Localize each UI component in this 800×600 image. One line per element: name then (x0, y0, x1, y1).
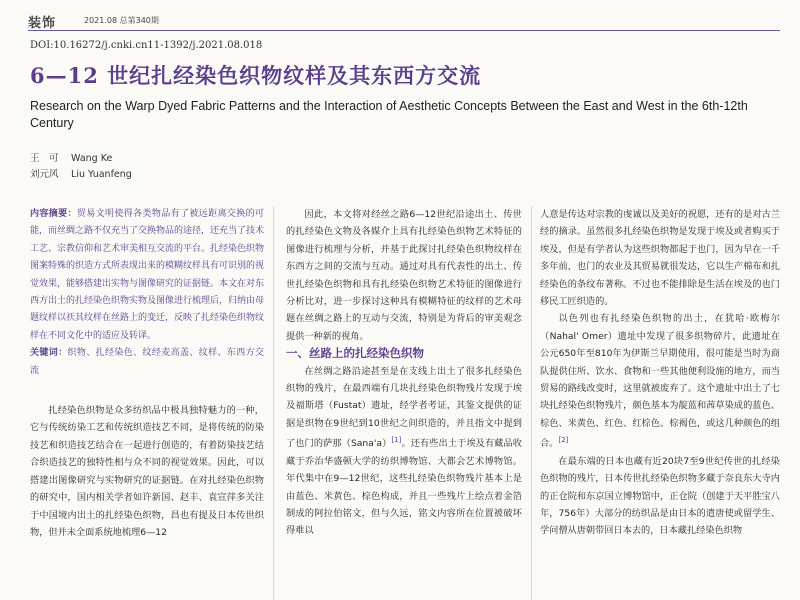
footnote-2: [2] (558, 436, 569, 445)
body-paragraph-purpose: 因此，本文将对经丝之路6—12世纪沿途出土、传世的扎经染色文物及各媒介上具有扎经染色织物艺术特征的图像进行梳理与分析，并基于此探讨扎经染色织物纹样在东西方之间的交流与互动。通过对具有代表性的出土、传世扎经染色织物和具有扎经染色织物艺术特征的图像进行分析比对，进一步探讨这种具有模糊特征的纹样的艺术母题在丝绸之路上的互动与交流，特别是为背后的审美观念提供一种新的视角。 (286, 209, 522, 342)
footnote-1: [1] (391, 436, 402, 445)
keywords-text: 织物、扎经染色、纹经麦高盖、纹样、东西方交流 (30, 348, 264, 376)
section-1-text-b: 。还有些出土于埃及有藏品收藏于乔治华盛顿大学的纺织博物馆、大都会艺术博物馆。年代集中在9—12世纪，这些扎经染色织物残片基本上是由蓝色、米黄色、棕色构成，并且一些残片上绘点着金箔制成的阿拉伯铭文，但与久远，铭文内容所在位置被破坏得难以 (286, 438, 522, 537)
body-paragraph-yemen: 人意是传达对宗教的虔诚以及美好的祝愿，还有的是对古兰经的摘录。虽然很多扎经染色织物是发现于埃及或者购买于埃及，但是有学者认为这些织物都起于也门，因为早在一千多年前，也门的农业及其贸易就很发达，它以生产棉布和扎经染色的条纹布著称。不过也不能排除是生活在埃及的也门移民工匠织造的。 (540, 209, 780, 308)
body-paragraph-israel (540, 310, 780, 452)
issue-info: 2021.08 总第340期 (84, 16, 159, 25)
author-1 (30, 150, 112, 164)
author-2-zh: 刘元风 (30, 169, 59, 180)
keywords (30, 345, 264, 380)
body-paragraph-japan: 在最东端的日本也藏有近20块7至9世纪传世的扎经染色织物的残片，日本传世扎经染色织物多藏于奈良东大寺内的正仓院和东京国立博物馆中，正仓院（创建于天平胜宝八年，756年）大部分的纺织品是由日本的遣唐使或留学生、学问僧从唐朝带回日本去的，日本藏扎经染色织物 (540, 455, 780, 537)
column-2 (286, 206, 522, 600)
column-divider-2 (531, 206, 532, 600)
author-2-en: Liu Yuanfeng (71, 169, 132, 180)
column-divider-1 (273, 206, 274, 600)
author-2 (30, 166, 132, 180)
author-1-en: Wang Ke (71, 153, 113, 164)
author-1-zh: 王 可 (30, 153, 59, 164)
abstract-text: 贸易文明使得各类物品有了被远距离交换的可能，而丝绸之路不仅充当了交换物品的途径，还充当了技术工艺、宗教信仰和艺术审美相互交流的平台。扎经染色织物图案特殊的织造方式所表现出来的模糊纹样具有可识别的视觉效果，能够搭建出实物与图像研究的证据链。本文在对东西方出土的扎经染色织物实物及图像进行梳理后，归纳由母题纹样以祆其纹样在丝路上的变迁，反映了扎经染色织物纹样在不同文化中的适应及转译。 (30, 209, 264, 341)
section-heading-1: 一、丝路上的扎经染色织物 (286, 346, 424, 361)
doi-line: DOI:10.16272/j.cnki.cn11-1392/j.2021.08.018 (30, 40, 263, 51)
abstract-label: 内容摘要： (30, 209, 77, 219)
running-header (28, 10, 780, 32)
abstract (30, 206, 264, 345)
body-paragraph-intro: 扎经染色织物是众多纺织品中极具独特魅力的一种，它与传统纺染工艺和传统织造技艺不同，是将传统的防染技艺和织造技艺结合在一起进行创造的，有着防染技艺结合织造技艺的独特性相与众不同的视觉效果。因此，可以搭建出图像研究与实物研究的证据链。在对扎经染色织物的研究中，国内相关学者如许新国、赵丰、袁宣萍多关注于中国境内出土的扎经染色织物，昌也有提及日本传世织物，但并未全面系统地梳理6—12 (30, 405, 264, 538)
header-rule (28, 30, 780, 31)
title-english: Research on the Warp Dyed Fabric Patterns and the Interaction of Aesthetic Concepts Between the East and West in the 6th-12th Century (30, 99, 748, 130)
keywords-label: 关键词： (30, 348, 68, 359)
column-3 (540, 206, 780, 600)
israel-text: 以色列也有扎经染色织物的出土，在犹哈·欧梅尔（Nahal' Omer）遗址中发现了很多织物碎片，此遗址在公元650年至810年为伊斯兰早期使用，很可能是当时为商队提供住所、饮水、食物和一些其他便利设施的地方，而当贸易的路线改变时，这里就被废弃了。这个遗址中出土了七块扎经染色织物残片，颜色基本为靛蓝和茜草染成的蓝色、棕色、米黄色、红色、红棕色、棕褐色，或这几种颜色的组合。 (540, 313, 780, 450)
journal-brand: 装饰 (28, 16, 57, 31)
column-1 (30, 206, 264, 600)
body-paragraph-section-1 (286, 363, 522, 540)
section-1-text-a: 在丝绸之路沿途甚至是在支线上出土了很多扎经染色织物的残片，在最西端有几块扎经染色织物残片发现于埃及福斯塔（Fustat）遗址，经学者考证，其鉴文提供的证据是织物在9世纪到10世纪之间织造的，并且指文中提到了也门的萨那（Sana'a） (286, 365, 522, 450)
title-chinese: 6—12 世纪扎经染色织物纹样及其东西方交流 (30, 63, 482, 88)
